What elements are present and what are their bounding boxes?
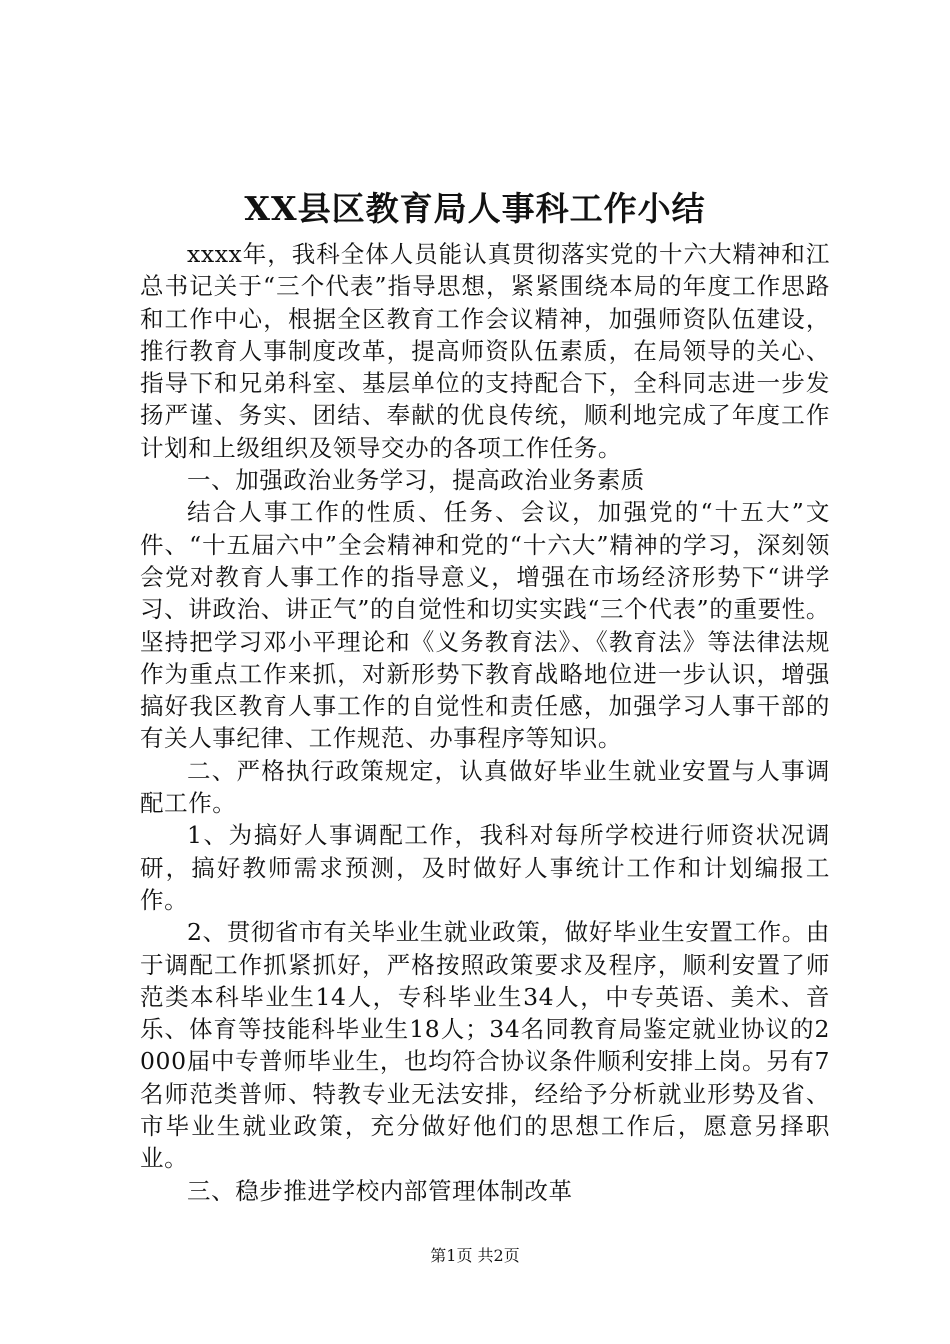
section-heading-1: 一、加强政治业务学习，提高政治业务素质 xyxy=(187,466,645,495)
section-heading-2: 二、严格执行政策规定，认真做好毕业生就业安置与人事调配工作。 xyxy=(140,756,830,818)
section-2-item-2: 2、贯彻省市有关毕业生就业政策，做好毕业生安置工作。由于调配工作抓紧抓好，严格按照政策要求及程序，顺利安置了师范类本科毕业生14人，专科毕业生34人，中专英语、美术、音乐、体育等技能科毕业生18人；34名同教育局鉴定就业协议的2000届中专普师毕业生，也均符合协议条件顺利安排上岗。另有7名师范类普师、特教专业无法安排，经给予分析就业形势及省、市毕业生就业政策，充分做好他们的思想工作后，愿意另择职业。 xyxy=(140,918,830,1173)
document-title: XX县区教育局人事科工作小结 xyxy=(244,189,706,228)
page-footer: 第1页 共2页 xyxy=(430,1246,520,1265)
section-2-item-1: 1、为搞好人事调配工作，我科对每所学校进行师资状况调研，搞好教师需求预测，及时做好人事统计工作和计划编报工作。 xyxy=(140,821,830,914)
section-heading-3: 三、稳步推进学校内部管理体制改革 xyxy=(187,1176,573,1205)
section-1-paragraph: 结合人事工作的性质、任务、会议，加强党的“十五大”文件、“十五届六中”全会精神和党的“十六大”精神的学习，深刻领会党对教育人事工作的指导意义，增强在市场经济形势下“讲学习、讲政治、讲正气”的自觉性和切实实践“三个代表”的重要性。坚持把学习邓小平理论和《义务教育法》、《教育法》等法律法规作为重点工作来抓，对新形势下教育战略地位进一步认识，增强搞好我区教育人事工作的自觉性和责任感，加强学习人事干部的有关人事纪律、工作规范、办事程序等知识。 xyxy=(140,498,830,753)
document-body xyxy=(140,238,830,1207)
intro-paragraph: xxxx年，我科全体人员能认真贯彻落实党的十六大精神和江总书记关于“三个代表”指导思想，紧紧围绕本局的年度工作思路和工作中心，根据全区教育工作会议精神，加强师资队伍建设，推行教育人事制度改革，提高师资队伍素质，在局领导的关心、指导下和兄弟科室、基层单位的支持配合下，全科同志进一步发扬严谨、务实、团结、奉献的优良传统，顺利地完成了年度工作计划和上级组织及领导交办的各项工作任务。 xyxy=(140,240,830,462)
